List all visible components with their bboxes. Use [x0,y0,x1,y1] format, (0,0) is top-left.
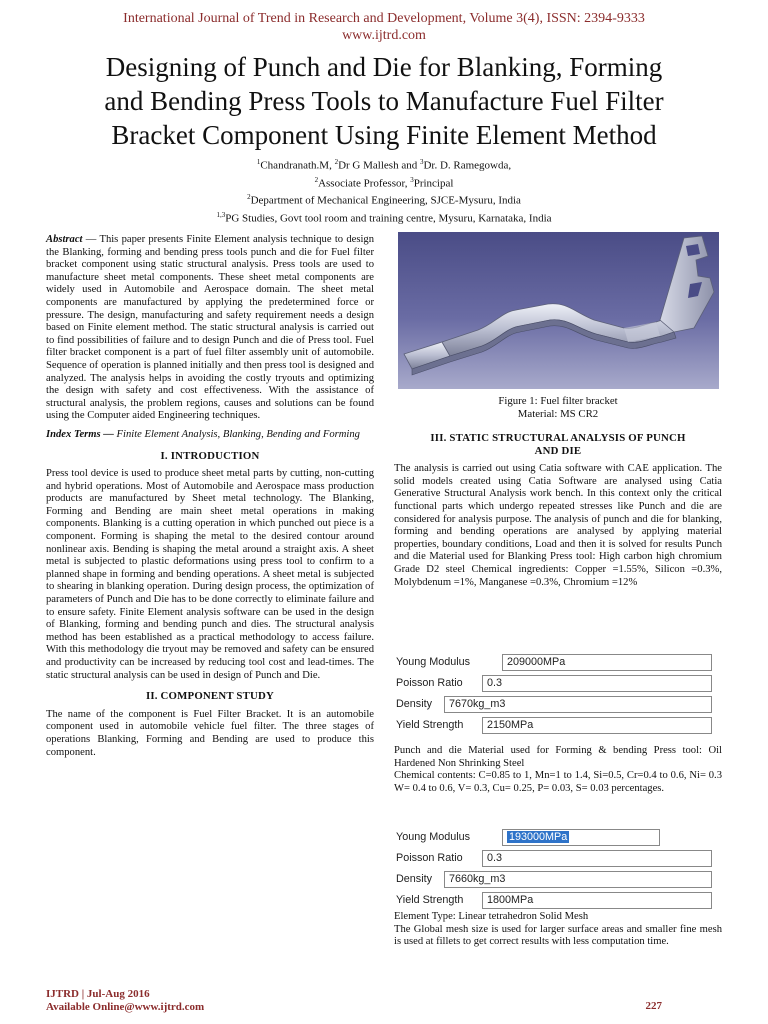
author-2: Dr G Mallesh and [338,159,420,172]
footer-issue: IJTRD | Jul-Aug 2016 [46,988,150,1000]
property-value-selected: 193000MPa [509,831,568,843]
table-row [394,695,718,716]
section-heading-static-analysis [394,432,722,457]
abstract-dash: — [82,234,100,245]
author-affiliations [0,155,768,226]
material-tag: OHNS [579,831,611,843]
table-row [394,716,718,737]
author-2-sup: 2 [334,158,339,166]
section-heading-component-study: II. COMPONENT STUDY [145,690,275,703]
author-line [0,155,768,173]
page-footer [46,988,204,1014]
table-row [394,828,718,849]
title-line-2: and Bending Press Tools to Manufacture Fuel Filter [104,86,664,116]
abstract [46,234,374,423]
static-heading-line-2: AND DIE [534,444,582,457]
journal-header [0,10,768,44]
index-terms-text: Finite Element Analysis, Blanking, Bending and Forming [113,428,360,440]
dept-2: PG Studies, Govt tool room and training centre, Mysuru, Karnataka, India [225,212,552,225]
right-column-section-3 [394,428,722,589]
component-study-text: The name of the component is Fuel Filter Bracket. It is an automobile component used in automobile vehicle fuel filter. The three stages of operations Blanking, Forming and Bending are used to produce this component. [46,708,374,758]
page-number: 227 [645,1000,662,1012]
property-label: Young Modulus [396,831,471,843]
paper-title [30,50,738,152]
mesh-element-type: Element Type: Linear tetrahedron Solid Mesh [394,911,589,922]
role-line [0,173,768,191]
property-label: Density [396,873,433,885]
property-value: 2150MPa [482,717,712,734]
table-row [394,849,718,870]
table-row [394,653,718,674]
index-terms [46,429,374,442]
static-analysis-text: The analysis is carried out using Catia software with CAE application. The solid models created using Catia Software are analysed using Catia Generative Structural Analysis work bench. In this context only the critical functional parts which undergo repeated stresses like Punch and die are considered for analysis purpose. The analysis of punch and die for blanking, forming and bending operations are analysed by applying material properties, boundary conditions, Load and then it is solved for results Punch and die Material used for Blanking Press tool: High carbon high chromium Grade D2 steel Chemical ingredients: Copper =1.55%, Silicon =0.3%, Molybdenum =1%, Manganese =0.3%, Chromium =12% [394,463,722,588]
property-value: 0.3 [482,675,712,692]
property-label: Density [396,698,433,710]
author-3: Dr. D. Ramegowda, [423,159,512,172]
dept-2-sup: 1,3 [216,210,226,219]
index-terms-label: Index Terms — [46,428,114,440]
abstract-text: This paper presents Finite Element analysis technique to design the Blanking, forming and bending press tools punch and die for Fuel filter bracket component using static structural analysis. Press tools are used to manufacture sheet metal components. These sheet metal components are widely used in Automobile and Aerospace domain. The sheet metal components are manufactured by applying the predetermined force or pressure. The design, manufacturing and safety requirement needs a design based on Finite element method. The static structural analysis is carried out to find possibilities of failure and to design Punch and die of Press tool. Fuel filter bracket component is a part of fuel filter assembly unit of automobile. Sequence of operation is planned initially and then press tool is designed and analyzed. The analysis helps in avoiding the costly tryouts and optimizing the design with safety and cost effectiveness. With the assistance of structural analysis, the problem regions, causes and solutions can be found using the Computer aided Engineering techniques. [46,234,374,422]
property-value: 209000MPa [502,654,712,671]
figure-caption-title: Figure 1: Fuel filter bracket [498,395,618,407]
table-row [394,891,718,912]
author-1: Chandranath.M, [260,159,335,172]
property-label: Yield Strength [396,894,464,906]
title-line-1: Designing of Punch and Die for Blanking, Forming [105,52,663,82]
figure-caption-material: Material: MS CR2 [517,408,599,420]
property-value: 7660kg_m3 [444,871,712,888]
footer-availability: Available Online@www.ijtrd.com [46,1001,205,1013]
mesh-description: The Global mesh size is used for larger surface areas and smaller fine mesh is used at fillets to get correct results with less computation time. [394,923,722,948]
bracket-render-image [398,232,719,389]
table-row [394,870,718,891]
table-row [394,674,718,695]
journal-website: www.ijtrd.com [342,28,426,43]
fuel-filter-bracket-figure [398,232,719,389]
material-table-d2 [394,653,718,737]
department-line-1 [0,190,768,208]
role-2-sup: 3 [410,175,414,184]
author-1-sup: 1 [256,158,261,166]
property-label: Poisson Ratio [396,852,463,864]
dept-1-sup: 2 [247,193,251,202]
property-label: Yield Strength [396,719,464,731]
forming-material-text: Punch and die Material used for Forming & bending Press tool: Oil Hardened Non Shrinking Steel [394,745,722,769]
right-column-forming-text [394,745,722,795]
title-line-3: Bracket Component Using Finite Element Method [111,120,657,150]
role-1-sup: 2 [314,175,319,184]
right-column-mesh-text [394,911,722,949]
role-2: Principal [413,177,454,190]
author-3-sup: 3 [419,158,424,166]
property-value: 1800MPa [482,892,712,909]
static-heading-line-1: III. STATIC STRUCTURAL ANALYSIS OF PUNCH [430,432,686,444]
forming-chemical-text: Chemical contents: C=0.85 to 1, Mn=1 to 1.4, Si=0.5, Cr=0.4 to 0.6, Ni= 0.3 W= 0.4 to 0.6, V= 0.3, Cu= 0.25, P= 0.03, S= 0.03 percentages. [394,770,722,794]
section-heading-introduction: I. INTRODUCTION [160,449,260,462]
property-label: Young Modulus [396,656,471,668]
property-value [502,829,660,846]
role-1: Associate Professor, [318,177,411,190]
introduction-text: Press tool device is used to produce sheet metal parts by cutting, non-cutting and hybrid operations. Most of Automobile and Aerospace mass production products are manufactured by Sheet metal technology. The Blanking, Forming and Bending are main sheet metal operations in making components. Blanking is a cutting operation in which punched out piece is a component. Forming is shaping the metal to the desired contour around nonlinear axis. Bending is shaping the metal around a straight axis. A sheet metal is subjected to plastic deformations using press tool to confirm to a planned shape in forming and bending operations. A sheet metal is subjected to shearing in blanking operation. During design process, the optimization of parameters of Punch and Die has to be done correctly to eliminate failure and to ensure safety. Finite Element analysis software can be used in the design of Blanking, forming and bending punch and dies. The structural analysis method has been established as a practical methodology to access failure. With this methodology die tryout may be removed and safety can be ensured and productivity can be increased by reducing tool cost and lead-times. The static structural analysis can be used in design of Punch and Die. [46,468,374,681]
property-value: 0.3 [482,850,712,867]
property-value: 7670kg_m3 [444,696,712,713]
material-table-ohns [394,828,718,912]
journal-line: International Journal of Trend in Research and Development, Volume 3(4), ISSN: 2394-9333 [123,11,645,26]
figure-caption [394,395,722,421]
department-line-2 [0,208,768,226]
abstract-label: Abstract [46,234,83,245]
property-label: Poisson Ratio [396,677,463,689]
dept-1: Department of Mechanical Engineering, SJCE-Mysuru, India [250,194,521,207]
left-column [46,234,374,759]
